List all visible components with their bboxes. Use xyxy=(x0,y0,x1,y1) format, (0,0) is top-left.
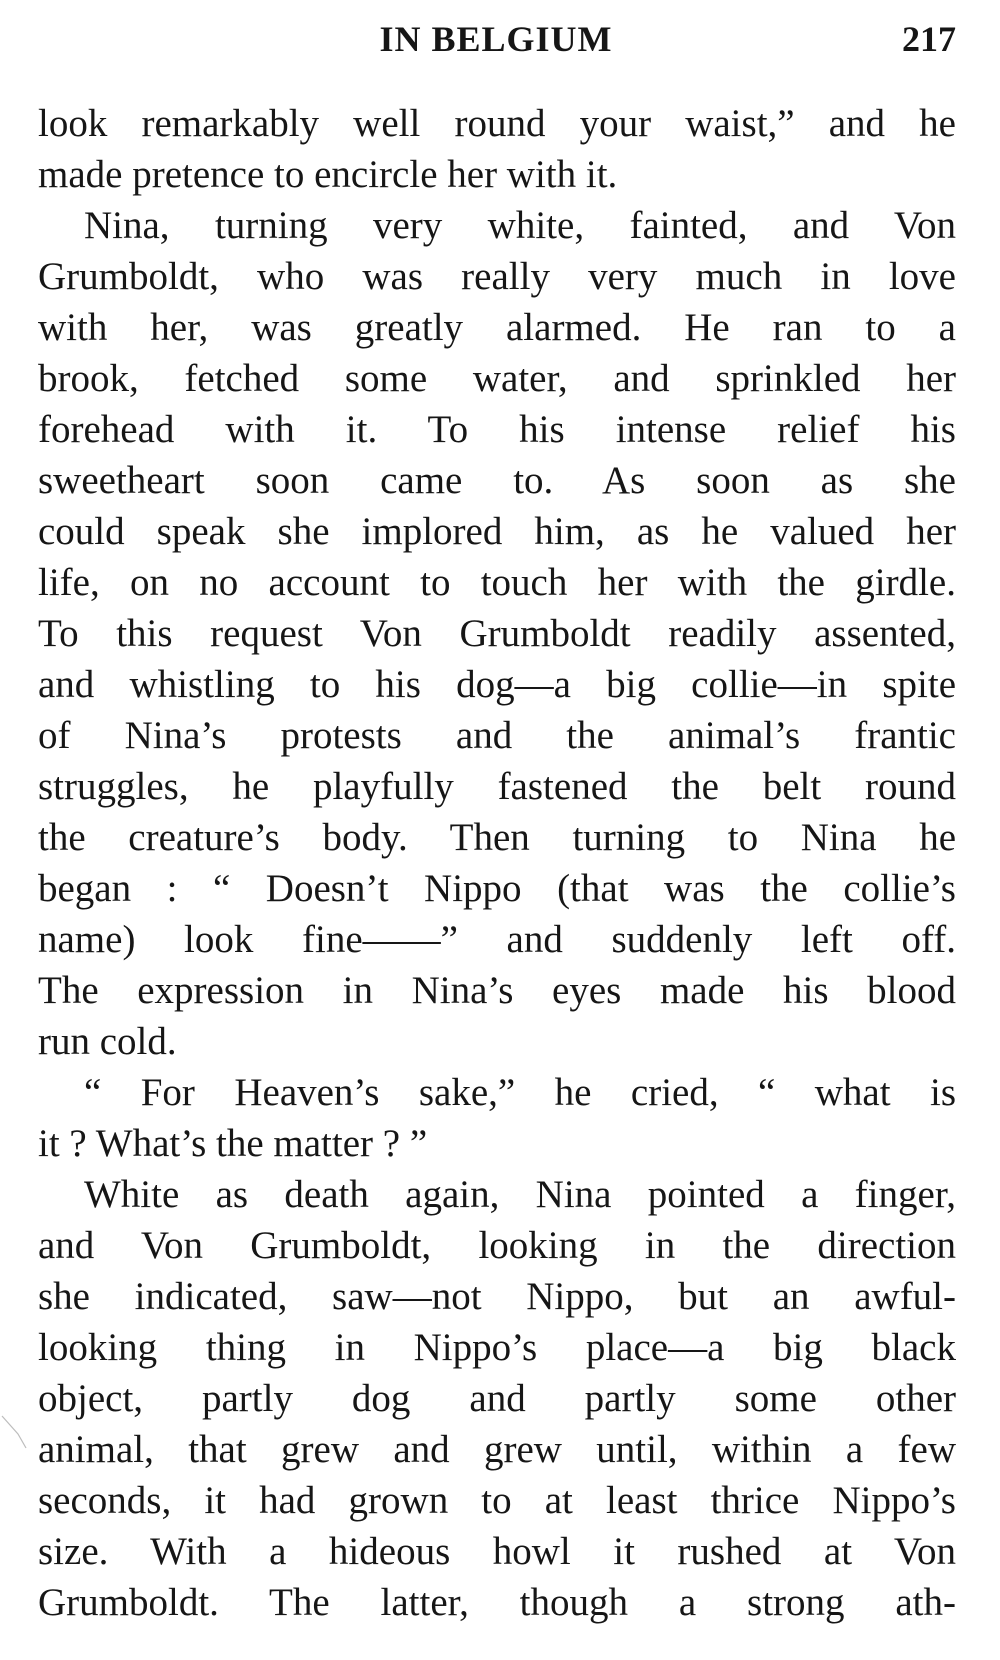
text-line: look remarkably well round your waist,” and he xyxy=(38,102,956,145)
text-line: White as death again, Nina pointed a finger, xyxy=(84,1173,956,1216)
text-line: with her, was greatly alarmed. He ran to a xyxy=(38,306,956,349)
scan-artifact-mark xyxy=(0,1412,30,1452)
text-line: Grumboldt, who was really very much in love xyxy=(38,255,956,298)
text-line: life, on no account to touch her with the girdle. xyxy=(38,561,956,604)
text-line: forehead with it. To his intense relief his xyxy=(38,408,956,451)
text-line: struggles, he playfully fastened the belt round xyxy=(38,765,956,808)
page-number: 217 xyxy=(902,19,956,59)
text-line: run cold. xyxy=(38,1020,177,1063)
page-header xyxy=(36,18,956,62)
text-line: Nina, turning very white, fainted, and Von xyxy=(84,204,956,247)
text-line: animal, that grew and grew until, within a few xyxy=(38,1428,956,1471)
text-line: Grumboldt. The latter, though a strong ath- xyxy=(38,1581,956,1624)
text-line: it ? What’s the matter ? ” xyxy=(38,1122,428,1165)
text-line: she indicated, saw—not Nippo, but an awful- xyxy=(38,1275,956,1318)
text-line: and whistling to his dog—a big collie—in spite xyxy=(38,663,956,706)
text-line: began : “ Doesn’t Nippo (that was the collie’s xyxy=(38,867,956,910)
text-line: The expression in Nina’s eyes made his blood xyxy=(38,969,956,1012)
text-line: looking thing in Nippo’s place—a big black xyxy=(38,1326,956,1369)
text-line: the creature’s body. Then turning to Nina he xyxy=(38,816,956,859)
running-head: IN BELGIUM xyxy=(379,19,613,59)
text-line: and Von Grumboldt, looking in the direction xyxy=(38,1224,956,1267)
text-line: could speak she implored him, as he valued her xyxy=(38,510,956,553)
text-line: object, partly dog and partly some other xyxy=(38,1377,956,1420)
text-line: size. With a hideous howl it rushed at Von xyxy=(38,1530,956,1573)
body-text xyxy=(38,98,956,1628)
text-line: seconds, it had grown to at least thrice Nippo’s xyxy=(38,1479,956,1522)
text-line: made pretence to encircle her with it. xyxy=(38,153,618,196)
text-line: brook, fetched some water, and sprinkled her xyxy=(38,357,956,400)
text-line: sweetheart soon came to. As soon as she xyxy=(38,459,956,502)
text-line: of Nina’s protests and the animal’s frantic xyxy=(38,714,956,757)
text-line: To this request Von Grumboldt readily assented, xyxy=(38,612,956,655)
text-line: “ For Heaven’s sake,” he cried, “ what is xyxy=(84,1071,956,1114)
text-line: name) look fine——” and suddenly left off. xyxy=(38,918,956,961)
